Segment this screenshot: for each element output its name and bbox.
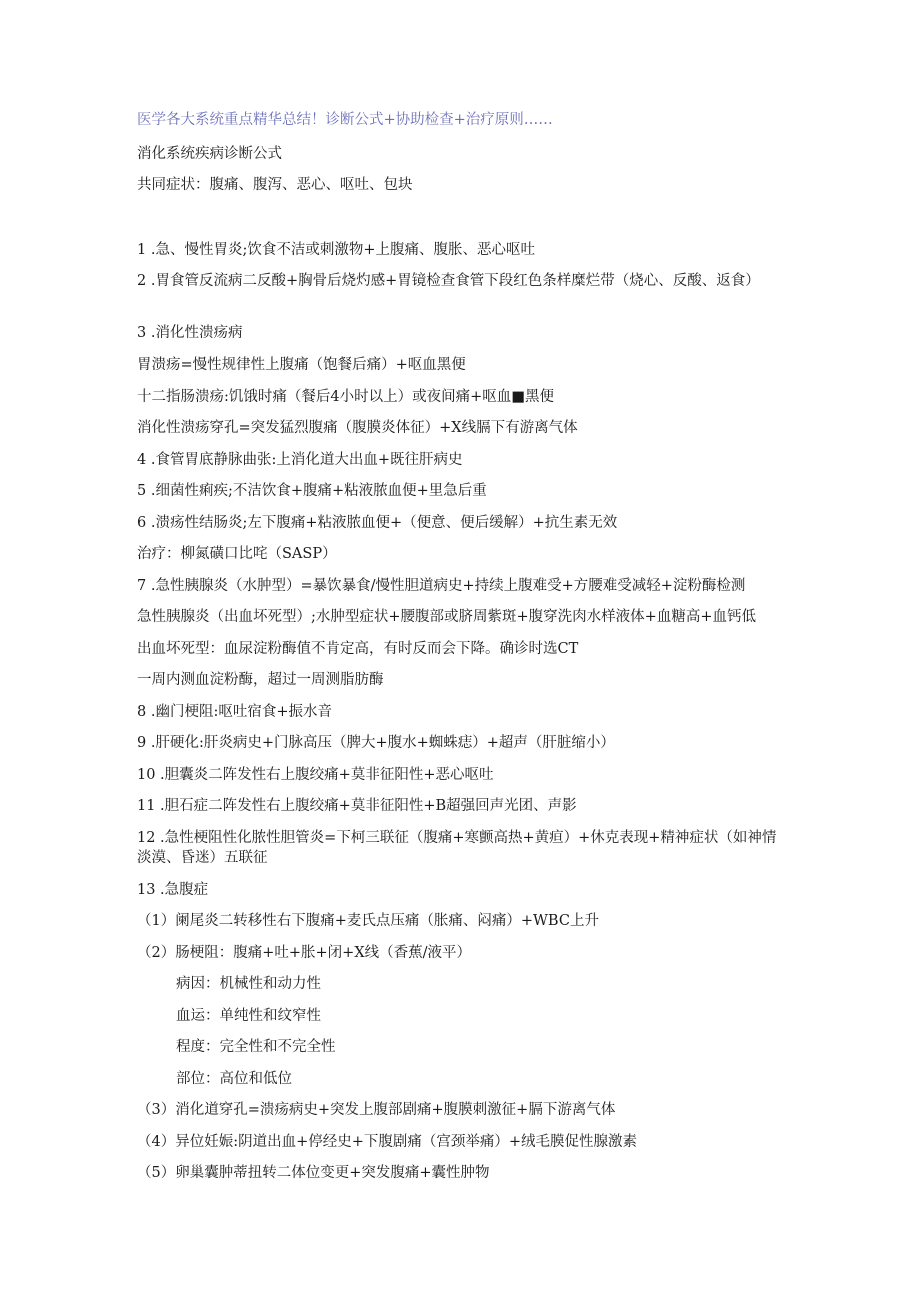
item-3-gastric: 胃溃疡=慢性规律性上腹痛（饱餐后痛）+呕血黑便	[137, 357, 466, 373]
item-6: 6 .溃疡性结肠炎;左下腹痛+粘液脓血便+（便意、便后缓解）+抗生素无效	[137, 515, 618, 531]
document-title: 医学各大系统重点精华总结！诊断公式+协助检查+治疗原则……	[137, 112, 553, 128]
item-1: 1 .急、慢性胃炎;饮食不洁或刺激物+上腹痛、腹胀、恶心呕吐	[137, 242, 535, 258]
item-3: 3 .消化性溃疡病	[137, 325, 243, 341]
item-13-2-cause: 病因：机械性和动力性	[176, 976, 321, 992]
item-8: 8 .幽门梗阻:呕吐宿食+振水音	[137, 704, 332, 720]
item-11: 11 .胆石症二阵发性右上腹绞痛+莫非征阳性+B超强回声光团、声影	[137, 798, 577, 814]
item-13-2-degree: 程度：完全性和不完全性	[176, 1039, 336, 1055]
item-3-duodenal: 十二指肠溃疡:饥饿时痛（餐后4小时以上）或夜间痛+呕血■黑便	[137, 389, 554, 405]
item-13-2-position: 部位：高位和低位	[176, 1071, 292, 1087]
item-13-2: （2）肠梗阻：腹痛+吐+胀+闭+X线（香蕉/液平）	[137, 945, 472, 961]
item-10: 10 .胆囊炎二阵发性右上腹绞痛+莫非征阳性+恶心呕吐	[137, 767, 494, 783]
item-4: 4 .食管胃底静脉曲张:上消化道大出血+既往肝病史	[137, 452, 463, 468]
item-7-note-2: 一周内测血淀粉酶，超过一周测脂肪酶	[137, 672, 384, 688]
item-13-4: （4）异位妊娠:阴道出血+停经史+下腹剧痛（宫颈举痛）+绒毛膜促性腺激素	[137, 1134, 638, 1150]
item-7-hemorrhagic: 急性胰腺炎（出血坏死型）;水肿型症状+腰腹部或脐周紫斑+腹穿洗肉水样液体+血糖高+血钙低	[137, 609, 756, 625]
common-symptoms: 共同症状：腹痛、腹泻、恶心、呕吐、包块	[137, 177, 413, 193]
item-6-treatment: 治疗：柳氮磺口比咤（SASP）	[137, 546, 337, 562]
item-7: 7 .急性胰腺炎（水肿型）=暴饮暴食/慢性胆道病史+持续上腹难受+方腰难受减轻+淀粉酶检测	[137, 578, 746, 594]
item-13: 13 .急腹症	[137, 882, 209, 898]
item-13-3: （3）消化道穿孔=溃疡病史+突发上腹部剧痛+腹膜刺激征+膈下游离气体	[137, 1102, 616, 1118]
item-13-5: （5）卵巢囊肿蒂扭转二体位变更+突发腹痛+囊性肿物	[137, 1165, 490, 1181]
item-5: 5 .细菌性痢疾;不洁饮食+腹痛+粘液脓血便+里急后重	[137, 483, 487, 499]
item-9: 9 .肝硬化:肝炎病史+门脉高压（脾大+腹水+蜘蛛痣）+超声（肝脏缩小）	[137, 735, 615, 751]
item-12: 12 .急性梗阻性化脓性胆管炎=下柯三联征（腹痛+寒颤高热+黄疸）+休克表现+精神症状（如神情淡漠、昏迷）五联征	[137, 830, 777, 866]
item-7-note: 出血坏死型：血尿淀粉酶值不肯定高，有时反而会下降。确诊时选CT	[137, 641, 579, 657]
item-3-perforation: 消化性溃疡穿孔=突发猛烈腹痛（腹膜炎体征）+X线膈下有游离气体	[137, 420, 578, 436]
section-heading: 消化系统疾病诊断公式	[137, 146, 282, 162]
item-2: 2 .胃食管反流病二反酸+胸骨后烧灼感+胃镜检查食管下段红色条样糜烂带（烧心、反酸、返食）	[137, 273, 760, 289]
item-13-2-blood: 血运：单纯性和纹窄性	[176, 1008, 321, 1024]
item-13-1: （1）阑尾炎二转移性右下腹痛+麦氏点压痛（胀痛、闷痛）+WBC上升	[137, 913, 599, 929]
